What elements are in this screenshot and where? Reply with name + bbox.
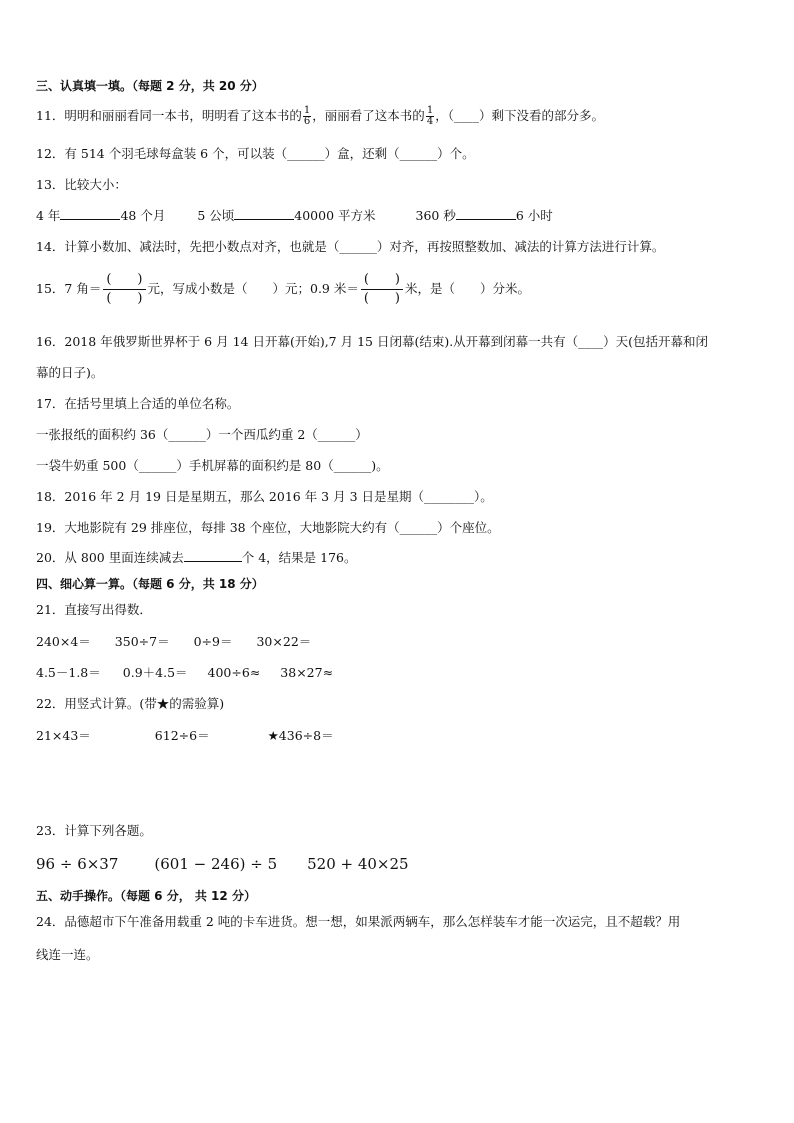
question-21-title: 21．直接写出得数． — [36, 602, 152, 617]
paren-fraction: ( ) ( ) — [361, 271, 403, 308]
q15-text-b: 元，写成小数是（ ）元；0.9 米＝ — [147, 281, 359, 296]
q11-text-a: 11．明明和丽丽看同一本书，明明看了这本书的 — [36, 108, 302, 123]
question-19: 19．大地影院有 29 排座位，每排 38 个座位，大地影院大约有（______）个座位。 — [36, 520, 500, 535]
question-23-title: 23．计算下列各题。 — [36, 823, 152, 838]
fraction-one-sixth: $\frac{1}{6}$ — [303, 105, 311, 127]
fraction-one-quarter: $\frac{1}{4}$ — [426, 105, 434, 127]
question-16-line-2: 幕的日子)。 — [36, 365, 104, 380]
question-20: 20．从 800 里面连续减去 个 4，结果是 176。 — [36, 550, 357, 565]
question-18: 18．2016 年 2 月 19 日是星期五，那么 2016 年 3 月 3 日是星期（________）。 — [36, 489, 493, 504]
paren-fraction: ( ) ( ) — [103, 271, 145, 308]
question-16-line-1: 16．2018 年俄罗斯世界杯于 6 月 14 日开幕(开始),7 月 15 日闭幕(结束).从开幕到闭幕一共有（____）天(包括开幕和闭 — [36, 334, 709, 349]
answer-blank[interactable] — [184, 549, 242, 562]
q15-text-a: 15．7 角＝ — [36, 281, 102, 296]
question-13-title: 13．比较大小： — [36, 177, 127, 192]
question-21-row-1: 240×4＝ 350÷7＝ 0÷9＝ 30×22＝ — [36, 634, 312, 649]
section-4-heading: 四、细心算一算。（每题 6 分，共 18 分） — [36, 577, 264, 591]
answer-blank[interactable] — [456, 207, 516, 220]
question-11 — [36, 106, 604, 127]
question-22-title: 22．用竖式计算。(带★的需验算) — [36, 696, 225, 711]
question-14: 14．计算小数加、减法时，先把小数点对齐，也就是（______）对齐，再按照整数加、减法的计算方法进行计算。 — [36, 239, 665, 254]
answer-blank[interactable] — [60, 207, 120, 220]
question-13-items: 4 年 48 个月 5 公顷 40000 平方米 360 秒 6 小时 — [36, 208, 553, 223]
question-22-items: 21×43＝ 612÷6＝ ★436÷8＝ — [36, 728, 334, 743]
question-17-line-2: 一袋牛奶重 500（______）手机屏幕的面积约是 80（______)。 — [36, 458, 389, 473]
question-15 — [36, 271, 530, 308]
question-17-title: 17．在括号里填上合适的单位名称。 — [36, 396, 240, 411]
question-23-items: 96 ÷ 6×37 (601 − 246) ÷ 5 520 + 40×25 — [36, 855, 409, 873]
section-5-heading: 五、动手操作。（每题 6 分， 共 12 分） — [36, 889, 256, 903]
answer-blank[interactable] — [234, 207, 294, 220]
question-24-line-1: 24．品德超市下午准备用载重 2 吨的卡车进货。想一想，如果派两辆车，那么怎样装车才能一次运完，且不超载？用 — [36, 914, 681, 929]
section-3-heading: 三、认真填一填。（每题 2 分，共 20 分） — [36, 79, 264, 93]
q15-text-c: 米，是（ ）分米。 — [405, 281, 531, 296]
question-24-line-2: 线连一连。 — [36, 947, 99, 962]
question-12: 12．有 514 个羽毛球每盒装 6 个，可以装（______）盒，还剩（______）个。 — [36, 146, 475, 161]
q11-text-b: ，丽丽看了这本书的 — [312, 108, 425, 123]
question-17-line-1: 一张报纸的面积约 36（______）一个西瓜约重 2（______） — [36, 427, 368, 442]
question-21-row-2: 4.5－1.8＝ 0.9＋4.5＝ 400÷6≈ 38×27≈ — [36, 665, 334, 680]
q11-text-c: ，（____）剩下没看的部分多。 — [435, 108, 604, 123]
